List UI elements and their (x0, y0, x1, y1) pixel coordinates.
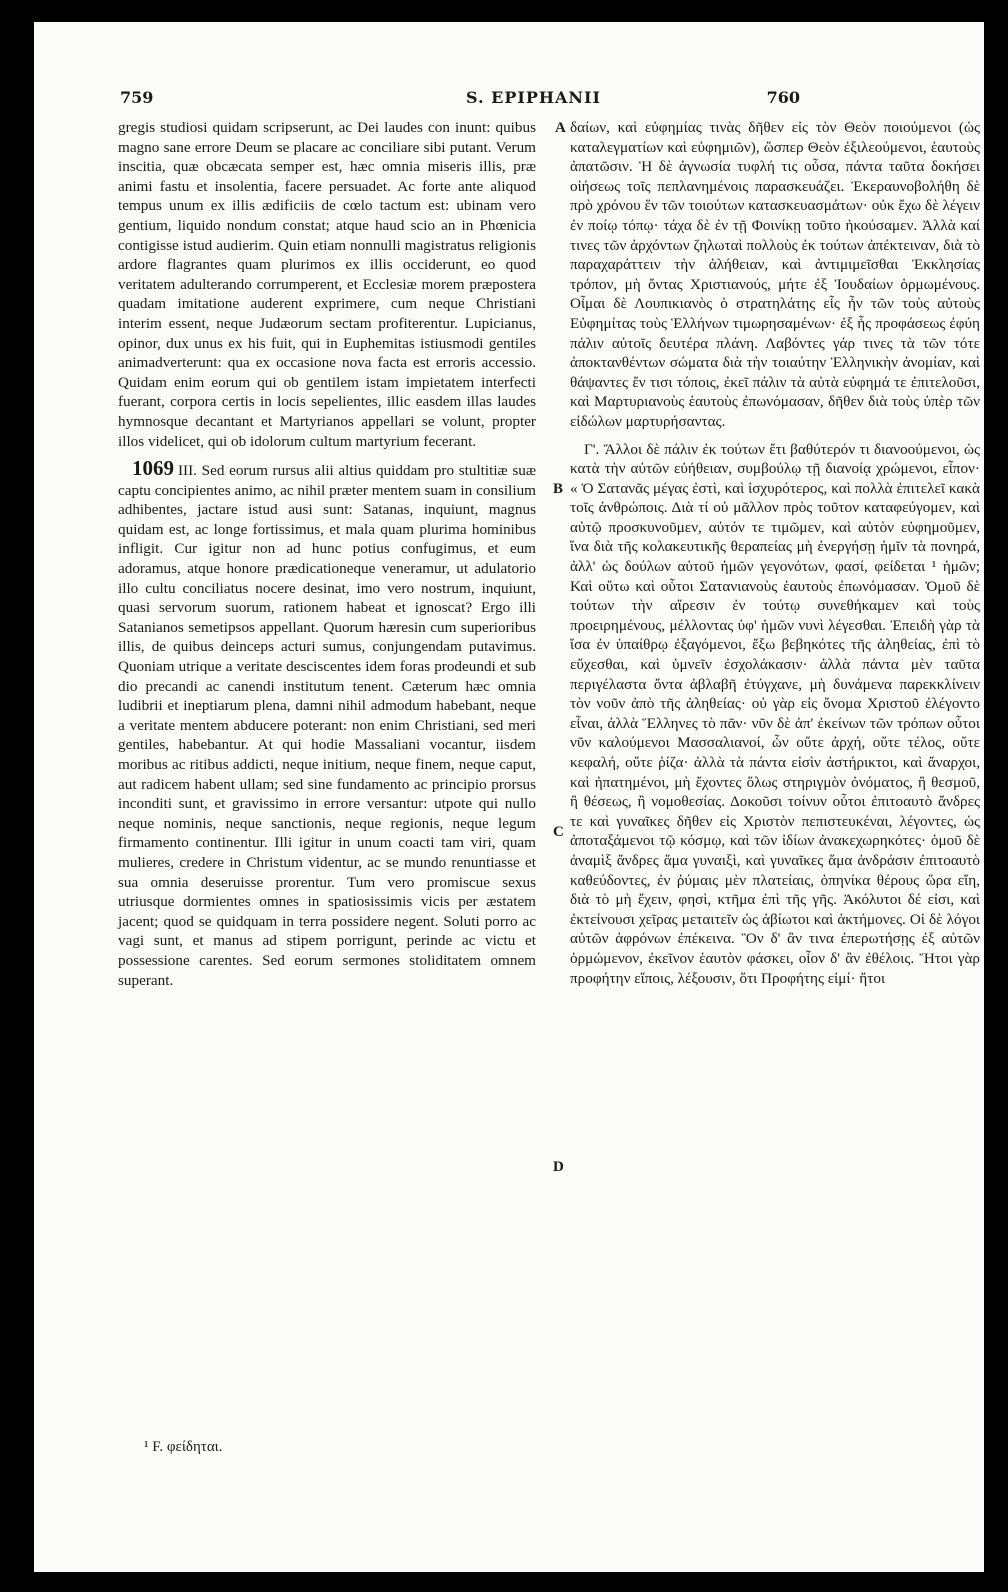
latin-paragraph-2-text: III. Sed eorum rursus alii altius quiddam pro stultitiæ suæ captu concipientes animo, ac nihil præter mentem suam in consilium adhibentes, jactare istud ausi sunt: Satanas, inquiunt, magnus quidam est, ac longe fortissimus, et mala quam plurima hominibus infligit. Cur igitur non ad hunc potius confugimus, et eum adoramus, atque honore prædicationeque veneramur, ut adulatorio illo cultu conciliatus nocere desinat, imo vero nostrum, inquiunt, quasi servorum suorum, rationem habeat et ignoscat? Ergo illi Satanianos semetipsos appellant. Quorum hæresin cum superioribus illis, de quibus deinceps acturi sumus, conjungendam putavimus. Quoniam utrique a veritate desciscentes idem foras prodeundi et sub dio precandi ac canendi institutum tenent. Cæterum hæc omnia ludibrii et ineptiarum plena, damni nihil admodum habebant, neque a veritate mentem abducere poterant: non enim Christiani, sed meri gentiles, habebantur. At qui hodie Massaliani vocantur, iisdem moribus ac ritibus addicti, neque initium, neque finem, neque caput, aut radicem habent ullam; sed sine fundamento ac principio prorsus inconditi sunt, et gravissimo in errore versantur: utpote qui nullo neque nominis, neque sanctionis, neque regionis, neque legum firmamento continentur. Illi igitur in unum coacti tam viri, quam mulieres, credere in Christum videntur, ac se mundo renuntiasse et sua omnia deseruisse prorentur. Tum vero promiscue sexus utriusque dormientes omnes in spatiosissimis vicis per æstatem jacent; quod se quidquam in terra possidere negent. Soluti porro ac vagi sunt, et manus ad stipem porrigunt, perinde ac victu et possessione carentes. Sed eorum sermones stoliditatem omnem superant. (118, 462, 536, 989)
margin-marker-b: B (553, 481, 564, 497)
greek-paragraph-1: δαίων, καὶ εὐφημίας τινὰς δῆθεν εἰς τὸν Θεὸν ποιούμενοι (ὡς καταλεγματίων καὶ εὐφημιῶν), ὥσπερ Θεὸν ἐξιλεούμενοι, ἑαυτοὺς ἀπατῶσιν. Ἡ δὲ ἀγνωσία τυφλή τις οὖσα, πάντα ταῦτα δοκήσει οἰήσεως τοῖς πεπλανημένοις παρασκευάζει. Ἐκεραυνοβολήθη δὲ πρὸ χρόνου ἕν τῶν τοιούτων κατασκευασμάτων· οὐκ ἔχω δὲ λέγειν ἐν ποίῳ τόπῳ· τάχα δὲ ἐν τῇ Φοινίκῃ τοῦτο ἠκούσαμεν. Ἀλλὰ καί τινες τῶν ἀρχόντων ζηλωταὶ πολλοὺς ἐκ τούτων ἀπέκτειναν, διὰ τὸ παραχαράττειν τὴν ἀλήθειαν, καὶ ἀντιμιμεῖσθαι Ἐκκλησίας τρόπον, μὴ ὄντας Χριστιανούς, μήτε ἐξ Ἰουδαίων ὁρμωμένους. Οἶμαι δὲ Λουπικιανὸς ὁ στρατηλάτης εἷς ἦν τῶν τοὺς αὐτοὺς Εὐφημίτας τοὺς Ἑλλήνων τιμωρησαμένων· ἐξ ἧς προφάσεως ἐφύη πάλιν αὐτοῖς δευτέρα πλάνη. Λαβόντες γάρ τινες τὰ τῶν τότε ἀποκτανθέντων σώματα διὰ τὴν τοιαύτην Ἑλληνικὴν ἀνομίαν, καὶ θάψαντες ἔν τισι τόποις, ἐκεῖ πάλιν τὰ αὐτὰ εὐφημά τε ἐπιτελοῦσι, καὶ Μαρτυριανοὺς ἑαυτοὺς ἐπωνόμασαν, δῆθεν διὰ τοὺς ὑπὲρ τῶν εἰδώλων μαρτυρήσαντας. (570, 119, 980, 430)
page-number-left: 759 (120, 88, 154, 107)
latin-paragraph-1: gregis studiosi quidam scripserunt, ac Dei laudes con inunt: quibus magno sane errore Deum se placare ac conciliare sibi putant. Verum inscitia, quæ obcæcata semper est, hæc omnia miseris illis, præ animi fastu et insolentia, facere persuadet. Ac forte ante aliquod tempus unum ex illis ædificiis de cœlo tactum est: ubinam vero gentium, liquido nondum constat; atque haud scio an in Phœnicia contigisse istud audierim. Quin etiam nonnulli magistratus religionis ardore flagrantes quam plurimos ex illis occiderunt, eo quod veritatem adulterando corrumperent, et Ecclesiæ morem præpostera quadam imitatione auderent exprimere, cum neque Christiani interim essent, neque Judæorum sectam profiterentur. Lupicianus, opinor, dux unus ex his fuit, qui in Euphemitas istiusmodi gentiles animadverterunt: qua ex occasione nova facta est erroris accessio. Quidam enim eorum qui ob gentilem istam impietatem interfecti fuerant, corpora certis in locis sepelientes, illic easdem illas laudes hymnosque decantant et Martyrianos appellari se volunt, propter illos videlicet, qui ob idolorum cultum martyrium fecerant. (118, 119, 536, 450)
greek-column (570, 118, 980, 988)
footnote: ¹ F. φείδηται. (144, 1439, 223, 1455)
margin-marker-d: D (553, 1159, 564, 1175)
page-number-right: 760 (766, 88, 800, 107)
page-header (120, 88, 800, 112)
latin-paragraph-2 (118, 456, 536, 990)
latin-column (118, 118, 536, 990)
column-number: 1069 (132, 456, 174, 481)
page (34, 22, 984, 1572)
margin-marker-a: A (555, 120, 566, 136)
greek-paragraph-2: Γ'. Ἄλλοι δὲ πάλιν ἐκ τούτων ἔτι βαθύτερόν τι διανοούμενοι, ὡς κατὰ τὴν αὐτῶν εὐήθειαν, συμβούλῳ τῇ διανοίᾳ χρώμενοι, εἶπον· « Ὁ Σατανᾶς μέγας ἐστὶ, καὶ ἰσχυρότερος, καὶ πολλὰ ἐπιτελεῖ κακὰ τοῖς ἀνθρώποις. Διὰ τί οὐ μᾶλλον πρὸς τοῦτον καταφεύγομεν, καὶ αὐτῷ προσκυνοῦμεν, αὐτόν τε τιμῶμεν, καὶ αὐτὸν εὐφημοῦμεν, ἵνα διὰ τῆς κολακευτικῆς θεραπείας μὴ ἐνεργήσῃ ἡμῖν τὰ πονηρά, ἀλλ' ὡς δούλων αὐτοῦ ἡμῶν γεγονότων, φασί, φείδεται ¹ ἡμῶν; Καὶ οὕτω καὶ οὗτοι Σατανιανοὺς ἑαυτοὺς ἐπωνόμασαν. Ὁμοῦ δὲ τούτων τὴν αἵρεσιν ἐν τούτῳ συνεθήκαμεν καὶ τοὺς προειρημένους, μέλλοντας ὑφ' ἡμῶν νυνὶ λέγεσθαι. Ἐπειδὴ γὰρ τὰ ἴσα ἐν ὑπαίθρῳ ἐξαγόμενοι, ἔξω βεβηκότες τῆς ἀληθείας, ἐπὶ τὸ εὔχεσθαι, καὶ ὑμνεῖν ἐσχολάκασιν· ἀλλὰ πάντα μὲν ταῦτα περιγέλαστα ὄντα ἀβλαβῆ ἐτύγχανε, μὴ δυνάμενα παρεκκλίνειν τὸν νοῦν ἀπὸ τῆς ἀληθείας· οὐ γὰρ εἰς ὄνομα Χριστοῦ ἐλέγοντο εἶναι, ἀλλὰ Ἕλληνες τὸ πᾶν· νῦν δὲ ἀπ' ἐκείνων τῶν τρόπων οὗτοι νῦν καλούμενοι Μασσαλιανοί, ὧν οὔτε ἀρχή, οὔτε τέλος, οὔτε κεφαλή, οὔτε ῥίζα· ἀλλὰ τὰ πάντα εἰσὶν ἀστήρικτοι, καὶ ἄναρχοι, καὶ ἠπατημένοι, μὴ ἔχοντες ὅλως στηριγμὸν ὀνόματος, ἢ θεσμοῦ, ἢ θέσεως, ἢ νομοθεσίας. Δοκοῦσι τοίνυν οὗτοι ἐπιτοαυτὸ ἄνδρες τε καὶ γυναῖκες δῆθεν εἰς Χριστὸν πεπιστευκέναι, λέγοντες, ὡς ἀποταξάμενοι τῷ κόσμῳ, καὶ τῶν ἰδίων ἀνακεχωρηκότες· ὁμοῦ δὲ ἀναμὶξ ἄνδρες ἅμα γυναιξὶ, καὶ γυναῖκες ἅμα ἀνδράσιν ἐπιτοαυτὸ καθεύδοντες, ἐν ῥύμαις μὲν πλατείαις, ὁπηνίκα θέρους ὥρα εἴη, διὰ τὸ μὴ ἔχειν, φησὶ, κτῆμα ἐπὶ τῆς γῆς. Ἀκόλυτοι δέ εἰσι, καὶ ἐκτείνουσι χεῖρας μεταιτεῖν ὡς ἀβίωτοι καὶ ἀκτήμονες. Οἱ δὲ λόγοι αὐτῶν ἀφρόνων ἐπέκεινα. Ὃν δ' ἂν τινα ἐπερωτήσῃς ἐξ αὐτῶν ὁρμώμενον, ἐκεῖνον ἑαυτὸν φάσκει, οἷον δ' ἂν ἐθέλοις. Ἤτοι γὰρ προφήτην εἴποις, λέξουσιν, ὅτι Προφήτης εἰμί· ἤτοι (570, 440, 980, 987)
running-title: S. EPIPHANII (466, 88, 601, 107)
margin-marker-c: C (553, 824, 564, 840)
